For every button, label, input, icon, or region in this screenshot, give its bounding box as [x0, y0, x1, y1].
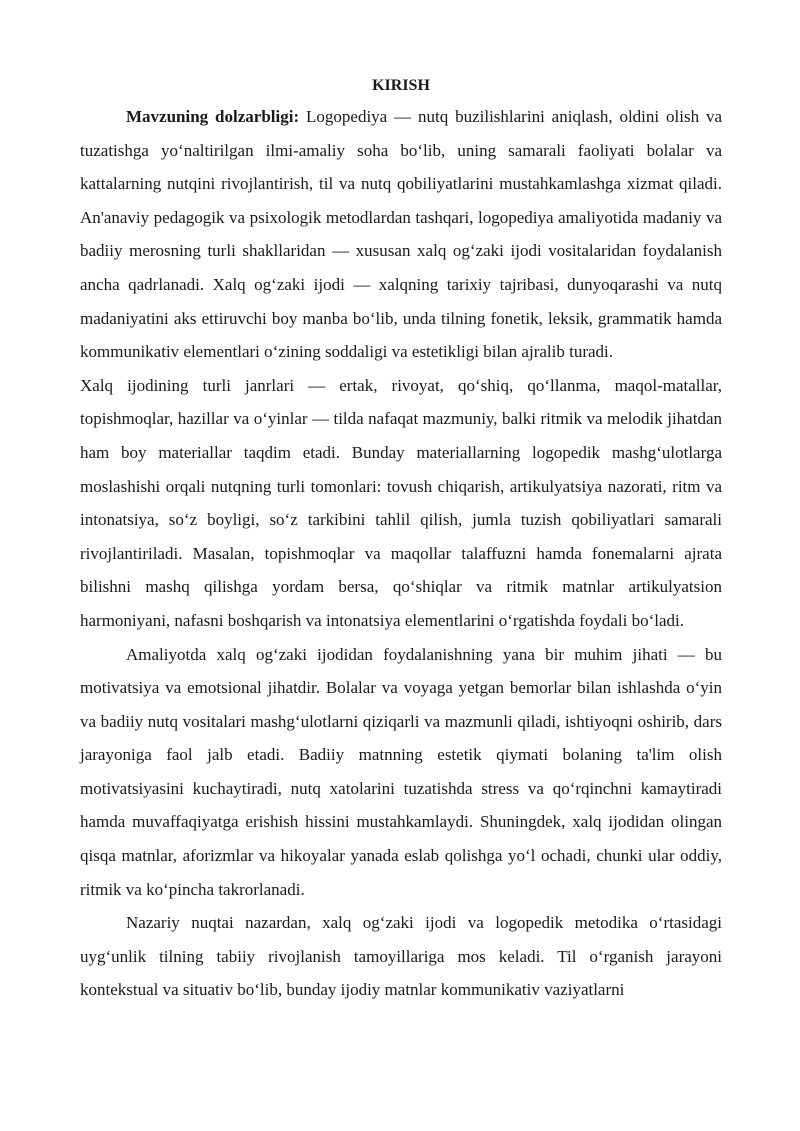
paragraph-text: Amaliyotda xalq og‘zaki ijodidan foydalanishning yana bir muhim jihati — bu motivatsiya va emotsional jihatdir. Bolalar va voyaga yetgan bemorlar bilan ishlashda o‘yin va badiiy nutq vositalari mashg‘ulotlarni qiziqarli va mazmunli qiladi, ishtiyoqni oshirib, dars jarayoniga faol jalb etadi. Badiiy matnning estetik qiymati bolaning ta'lim olish motivatsiyasini kuchaytiradi, nutq xatolarini tuzatishda stress va qo‘rqinchni kamaytiradi hamda muvaffaqiyatga erishish hissini mustahkamlaydi. Shuningdek, xalq ijodidan olingan qisqa matnlar, aforizmlar va hikoyalar yanada eslab qolishga yo‘l ochadi, chunki ular oddiy, ritmik va ko‘pincha takrorlanadi.	[80, 644, 722, 899]
paragraph-text: Xalq ijodining turli janrlari — ertak, rivoyat, qo‘shiq, qo‘llanma, maqol-matallar, topishmoqlar, hazillar va o‘yinlar — tilda nafaqat mazmuniy, balki ritmik va melodik jihatdan ham boy materiallar taqdim etadi. Bunday materiallarning logopedik mashg‘ulotlarga moslashishi orqali nutqning turli tomonlari: tovush chiqarish, artikulyatsiya nazorati, ritm va intonatsiya, so‘z boyligi, so‘z tarkibini tahlil qilish, jumla tuzish qobiliyatlari samarali rivojlantiriladi. Masalan, topishmoqlar va maqollar talaffuzni hamda fonemalarni ajrata bilishni mashq qilishga yordam bersa, qo‘shiqlar va ritmik matnlar artikulyatsion harmoniyani, nafasni boshqarish va intonatsiya elementlarini o‘rgatishda foydali bo‘ladi.	[80, 375, 722, 630]
paragraph-text: Logopediya — nutq buzilishlarini aniqlash, oldini olish va tuzatishga yo‘naltirilgan ilmi-amaliy soha bo‘lib, uning samarali faoliyati bolalar va kattalarning nutqini rivojlantirish, til va nutq qobiliyatlarini mustahkamlashga xizmat qiladi. An'anaviy pedagogik va psixologik metodlardan tashqari, logopediya amaliyotida madaniy va badiiy merosning turli shakllaridan — xususan xalq og‘zaki ijodi vositalaridan foydalanish ancha qadrlanadi. Xalq og‘zaki ijodi — xalqning tarixiy tajribasi, dunyoqarashi va nutq madaniyatini aks ettiruvchi boy manba bo‘lib, unda tilning fonetik, leksik, grammatik hamda kommunikativ elementlari o‘zining soddaligi va estetikligi bilan ajralib turadi.	[80, 107, 723, 362]
paragraph-relevance	[80, 100, 722, 369]
paragraph-genres	[80, 369, 722, 638]
paragraph-lead: Mavzuning dolzarbligi:	[126, 107, 300, 126]
paragraph-motivation	[80, 638, 722, 907]
paragraph-theory	[80, 906, 722, 1007]
document-title: KIRISH	[372, 77, 430, 94]
document-body	[80, 72, 722, 1007]
paragraph-text: Nazariy nuqtai nazardan, xalq og‘zaki ijodi va logopedik metodika o‘rtasidagi uyg‘unlik tilning tabiiy rivojlanish tamoyillariga mos keladi. Til o‘rganish jarayoni kontekstual va situativ bo‘lib, bunday ijodiy matnlar kommunikativ vaziyatlarni	[80, 913, 722, 1000]
